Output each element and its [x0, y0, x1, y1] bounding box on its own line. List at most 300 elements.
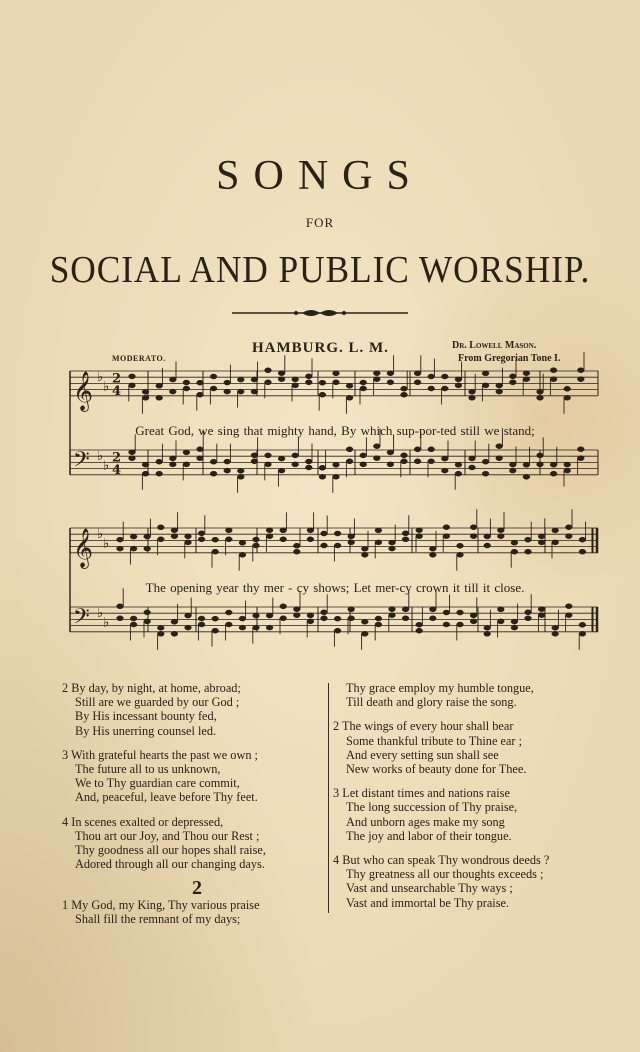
note-head-icon — [484, 625, 491, 630]
note-head-icon — [129, 450, 136, 455]
note-head-icon — [565, 525, 572, 530]
note-head-icon — [414, 447, 421, 452]
note-head-icon — [280, 604, 287, 609]
note-head-icon — [482, 371, 489, 376]
note-head-icon — [319, 474, 326, 479]
note-head-icon — [402, 616, 409, 621]
stanza — [333, 786, 633, 843]
note-head-icon — [144, 546, 151, 551]
note-head-icon — [428, 386, 435, 391]
note-head-icon — [239, 552, 246, 557]
note-head-icon — [414, 459, 421, 464]
verse-line: Till death and glory raise the song. — [346, 695, 517, 710]
note-head-icon — [117, 604, 124, 609]
note-head-icon — [457, 622, 464, 627]
note-head-icon — [361, 546, 368, 551]
note-head-icon — [348, 534, 355, 539]
verse-line: Still are we guarded by our God ; — [75, 695, 240, 710]
note-head-icon — [265, 368, 272, 373]
note-head-icon — [157, 625, 164, 630]
note-head-icon — [212, 537, 219, 542]
note-head-icon — [511, 549, 518, 554]
note-head-icon — [305, 459, 312, 464]
page-title: SONGS — [216, 153, 424, 199]
note-head-icon — [348, 607, 355, 612]
flat-icon: ♭ — [97, 527, 104, 543]
note-head-icon — [144, 619, 151, 624]
note-head-icon — [523, 474, 530, 479]
note-head-icon — [183, 380, 190, 385]
note-head-icon — [251, 459, 258, 464]
flat-icon: ♭ — [97, 449, 104, 465]
verse-line: By His unerring counsel led. — [75, 723, 217, 738]
note-head-icon — [470, 619, 477, 624]
note-head-icon — [509, 380, 516, 385]
note-head-icon — [373, 444, 380, 449]
note-head-icon — [321, 616, 328, 621]
note-head-icon — [293, 543, 300, 548]
time-signature-bottom: 4 — [112, 383, 122, 399]
note-head-icon — [266, 534, 273, 539]
note-head-icon — [307, 537, 314, 542]
note-head-icon — [265, 380, 272, 385]
note-head-icon — [387, 462, 394, 467]
book-subtitle: SOCIAL AND PUBLIC WORSHIP. — [49, 249, 591, 291]
stanza — [62, 898, 332, 926]
verse-line: 1 My God, my King, Thy various praise — [62, 897, 260, 912]
note-head-icon — [157, 631, 164, 636]
note-head-icon — [237, 377, 244, 382]
note-head-icon — [280, 528, 287, 533]
note-head-icon — [429, 607, 436, 612]
bass-clef-icon: 𝄢 — [73, 447, 90, 478]
verse-line: Some thankful tribute to Thine ear ; — [346, 733, 522, 748]
note-head-icon — [455, 471, 462, 476]
note-head-icon — [564, 386, 571, 391]
note-head-icon — [142, 389, 149, 394]
note-head-icon — [375, 528, 382, 533]
note-head-icon — [224, 389, 231, 394]
note-head-icon — [360, 386, 367, 391]
note-head-icon — [348, 616, 355, 621]
note-head-icon — [361, 619, 368, 624]
note-head-icon — [348, 540, 355, 545]
note-head-icon — [523, 371, 530, 376]
note-head-icon — [129, 456, 136, 461]
note-head-icon — [319, 465, 326, 470]
note-head-icon — [130, 546, 137, 551]
note-head-icon — [389, 607, 396, 612]
note-head-icon — [319, 392, 326, 397]
verse-line: New works of beauty done for Thee. — [346, 762, 527, 777]
note-head-icon — [198, 622, 205, 627]
note-head-icon — [402, 531, 409, 536]
note-head-icon — [266, 528, 273, 533]
note-head-icon — [523, 377, 530, 382]
note-head-icon — [552, 625, 559, 630]
note-head-icon — [333, 462, 340, 467]
note-head-icon — [373, 456, 380, 461]
note-head-icon — [185, 540, 192, 545]
note-head-icon — [387, 450, 394, 455]
note-head-icon — [185, 613, 192, 618]
note-head-icon — [251, 453, 258, 458]
note-head-icon — [130, 622, 137, 627]
note-head-icon — [278, 371, 285, 376]
note-head-icon — [511, 625, 518, 630]
note-head-icon — [212, 549, 219, 554]
note-head-icon — [210, 471, 217, 476]
note-head-icon — [225, 610, 232, 615]
note-head-icon — [278, 468, 285, 473]
note-head-icon — [525, 537, 532, 542]
note-head-icon — [470, 525, 477, 530]
note-head-icon — [156, 459, 163, 464]
note-head-icon — [564, 462, 571, 467]
note-head-icon — [171, 631, 178, 636]
note-head-icon — [537, 395, 544, 400]
note-head-icon — [565, 604, 572, 609]
note-head-icon — [443, 610, 450, 615]
note-head-icon — [361, 552, 368, 557]
note-head-icon — [441, 374, 448, 379]
note-head-icon — [537, 453, 544, 458]
note-head-icon — [197, 392, 204, 397]
note-head-icon — [550, 377, 557, 382]
note-head-icon — [360, 462, 367, 467]
note-head-icon — [212, 628, 219, 633]
note-head-icon — [292, 377, 299, 382]
note-head-icon — [129, 374, 136, 379]
stanza — [333, 719, 633, 776]
note-head-icon — [373, 371, 380, 376]
note-head-icon — [321, 531, 328, 536]
note-head-icon — [484, 543, 491, 548]
note-head-icon — [157, 525, 164, 530]
verse-line: 2 The wings of every hour shall bear — [333, 719, 514, 734]
note-head-icon — [552, 631, 559, 636]
note-head-icon — [171, 528, 178, 533]
lyric-line-1: Great God, we sing that mighty hand, By which sup-por-ted still we stand; — [135, 423, 535, 438]
note-head-icon — [455, 377, 462, 382]
note-head-icon — [443, 534, 450, 539]
time-signature-top: 2 — [112, 450, 122, 466]
note-head-icon — [142, 471, 149, 476]
note-head-icon — [321, 543, 328, 548]
note-head-icon — [525, 610, 532, 615]
note-head-icon — [482, 383, 489, 388]
note-head-icon — [441, 456, 448, 461]
note-head-icon — [577, 456, 584, 461]
note-head-icon — [334, 531, 341, 536]
tune-source: From Gregorian Tone I. — [458, 353, 561, 364]
note-head-icon — [117, 546, 124, 551]
note-head-icon — [117, 537, 124, 542]
note-head-icon — [224, 459, 231, 464]
note-head-icon — [185, 534, 192, 539]
note-head-icon — [142, 395, 149, 400]
verse-line: And, peaceful, leave before Thy feet. — [75, 790, 258, 805]
note-head-icon — [389, 540, 396, 545]
note-head-icon — [198, 537, 205, 542]
note-head-icon — [564, 468, 571, 473]
note-head-icon — [157, 537, 164, 542]
note-head-icon — [509, 462, 516, 467]
lyric-line-2: The opening year thy mer - cy shows; Let mer-cy crown it till it close. — [145, 580, 525, 595]
verse-line: Vast and immortal be Thy praise. — [346, 895, 510, 910]
verse-line: And every setting sun shall see — [346, 747, 499, 762]
verse-line: We to Thy guardian care commit, — [75, 776, 240, 791]
note-head-icon — [401, 386, 408, 391]
note-head-icon — [130, 534, 137, 539]
note-head-icon — [156, 471, 163, 476]
verse-line: 3 Let distant times and nations raise — [333, 786, 510, 801]
note-head-icon — [265, 453, 272, 458]
note-head-icon — [375, 622, 382, 627]
note-head-icon — [144, 610, 151, 615]
stanza — [62, 748, 332, 805]
note-head-icon — [346, 395, 353, 400]
note-head-icon — [171, 534, 178, 539]
note-head-icon — [428, 459, 435, 464]
note-head-icon — [212, 616, 219, 621]
note-head-icon — [484, 631, 491, 636]
title-for: FOR — [305, 215, 335, 230]
note-head-icon — [538, 607, 545, 612]
time-signature-top: 2 — [112, 371, 122, 387]
note-head-icon — [375, 540, 382, 545]
note-head-icon — [401, 453, 408, 458]
note-head-icon — [171, 619, 178, 624]
note-head-icon — [387, 371, 394, 376]
note-head-icon — [360, 453, 367, 458]
note-head-icon — [333, 380, 340, 385]
note-head-icon — [292, 462, 299, 467]
verse-line: Shall fill the remnant of my days; — [75, 911, 241, 926]
note-head-icon — [292, 453, 299, 458]
verse-line: Thy goodness all our hopes shall raise, — [75, 843, 266, 858]
note-head-icon — [455, 462, 462, 467]
verse-line: Thou art our Joy, and Thou our Rest ; — [75, 828, 260, 843]
flat-icon: ♭ — [97, 370, 104, 386]
time-signature-bottom: 4 — [112, 462, 122, 478]
note-head-icon — [156, 395, 163, 400]
note-head-icon — [117, 616, 124, 621]
note-head-icon — [129, 383, 136, 388]
flat-icon: ♭ — [103, 379, 110, 395]
stanza — [62, 815, 332, 872]
note-head-icon — [497, 528, 504, 533]
verse-line: The long succession of Thy praise, — [346, 800, 518, 815]
note-head-icon — [416, 622, 423, 627]
note-head-icon — [280, 616, 287, 621]
note-head-icon — [278, 456, 285, 461]
note-head-icon — [169, 462, 176, 467]
note-head-icon — [416, 528, 423, 533]
note-head-icon — [280, 537, 287, 542]
note-head-icon — [470, 613, 477, 618]
note-head-icon — [198, 531, 205, 536]
composer: Dr. Lowell Mason. — [452, 340, 537, 351]
verse-line: 2 By day, by night, at home, abroad; — [62, 681, 241, 695]
tune-name: HAMBURG. L. M. — [252, 340, 389, 356]
note-head-icon — [414, 371, 421, 376]
note-head-icon — [428, 447, 435, 452]
note-head-icon — [482, 459, 489, 464]
note-head-icon — [292, 383, 299, 388]
note-head-icon — [389, 613, 396, 618]
note-head-icon — [197, 447, 204, 452]
note-head-icon — [550, 471, 557, 476]
left-column — [62, 681, 332, 936]
note-head-icon — [319, 380, 326, 385]
note-head-icon — [525, 616, 532, 621]
note-head-icon — [469, 395, 476, 400]
note-head-icon — [169, 389, 176, 394]
note-head-icon — [210, 386, 217, 391]
note-head-icon — [429, 552, 436, 557]
note-head-icon — [579, 622, 586, 627]
verse-line: By His incessant bounty fed, — [75, 709, 217, 724]
note-head-icon — [210, 374, 217, 379]
note-head-icon — [253, 625, 260, 630]
verse-line: Vast and unsearchable Thy ways ; — [346, 881, 513, 896]
verse-line: Thy greatness all our thoughts exceeds ; — [346, 867, 544, 882]
note-head-icon — [239, 616, 246, 621]
note-head-icon — [156, 383, 163, 388]
note-head-icon — [401, 459, 408, 464]
note-head-icon — [253, 537, 260, 542]
note-head-icon — [183, 450, 190, 455]
note-head-icon — [428, 374, 435, 379]
note-head-icon — [429, 616, 436, 621]
stanza — [333, 681, 633, 709]
note-head-icon — [564, 395, 571, 400]
note-head-icon — [496, 444, 503, 449]
note-head-icon — [457, 543, 464, 548]
note-head-icon — [565, 613, 572, 618]
note-head-icon — [334, 543, 341, 548]
note-head-icon — [346, 447, 353, 452]
note-head-icon — [496, 383, 503, 388]
note-head-icon — [210, 459, 217, 464]
note-head-icon — [443, 622, 450, 627]
note-head-icon — [333, 371, 340, 376]
right-column — [333, 681, 633, 920]
note-head-icon — [224, 468, 231, 473]
note-head-icon — [538, 534, 545, 539]
note-head-icon — [334, 616, 341, 621]
note-head-icon — [525, 549, 532, 554]
note-head-icon — [197, 380, 204, 385]
note-head-icon — [457, 552, 464, 557]
flat-icon: ♭ — [103, 615, 110, 631]
note-head-icon — [455, 383, 462, 388]
note-head-icon — [469, 456, 476, 461]
verse-line: 4 But who can speak Thy wondrous deeds ? — [333, 853, 550, 868]
bass-clef-icon: 𝄢 — [73, 604, 90, 635]
verse-line: The future all to us unknown, — [75, 762, 221, 777]
note-head-icon — [416, 628, 423, 633]
note-head-icon — [552, 540, 559, 545]
note-head-icon — [497, 607, 504, 612]
note-head-icon — [183, 386, 190, 391]
treble-clef-icon: 𝄞 — [73, 370, 94, 411]
note-head-icon — [265, 462, 272, 467]
note-head-icon — [144, 534, 151, 539]
note-head-icon — [402, 537, 409, 542]
verse-line: Adored through all our changing days. — [75, 857, 265, 872]
note-head-icon — [523, 462, 530, 467]
note-head-icon — [511, 540, 518, 545]
note-head-icon — [239, 540, 246, 545]
note-head-icon — [579, 549, 586, 554]
note-head-icon — [346, 383, 353, 388]
note-head-icon — [251, 389, 258, 394]
note-head-icon — [579, 631, 586, 636]
note-head-icon — [305, 380, 312, 385]
note-head-icon — [293, 613, 300, 618]
note-head-icon — [441, 386, 448, 391]
note-head-icon — [251, 377, 258, 382]
note-head-icon — [538, 613, 545, 618]
note-head-icon — [441, 468, 448, 473]
note-head-icon — [142, 462, 149, 467]
note-head-icon — [185, 625, 192, 630]
note-head-icon — [253, 613, 260, 618]
note-head-icon — [402, 607, 409, 612]
flat-icon: ♭ — [97, 606, 104, 622]
note-head-icon — [307, 528, 314, 533]
note-head-icon — [537, 462, 544, 467]
note-head-icon — [169, 456, 176, 461]
note-head-icon — [550, 368, 557, 373]
note-head-icon — [278, 377, 285, 382]
note-head-icon — [484, 534, 491, 539]
verse-line: And unborn ages make my song — [346, 814, 505, 829]
note-head-icon — [537, 389, 544, 394]
hymn-number: 2 — [192, 877, 202, 900]
note-head-icon — [496, 389, 503, 394]
note-head-icon — [577, 447, 584, 452]
note-head-icon — [305, 465, 312, 470]
note-head-icon — [577, 377, 584, 382]
verse-line: 4 In scenes exalted or depressed, — [62, 814, 224, 829]
note-head-icon — [130, 616, 137, 621]
note-head-icon — [239, 625, 246, 630]
note-head-icon — [225, 537, 232, 542]
note-head-icon — [293, 549, 300, 554]
note-head-icon — [550, 462, 557, 467]
note-head-icon — [429, 546, 436, 551]
note-head-icon — [577, 368, 584, 373]
note-head-icon — [443, 525, 450, 530]
note-head-icon — [237, 474, 244, 479]
note-head-icon — [321, 610, 328, 615]
note-head-icon — [497, 619, 504, 624]
note-head-icon — [497, 534, 504, 539]
treble-clef-icon: 𝄞 — [73, 527, 94, 568]
note-head-icon — [224, 380, 231, 385]
verse-line: The joy and labor of their tongue. — [346, 828, 512, 843]
note-head-icon — [511, 619, 518, 624]
note-head-icon — [266, 613, 273, 618]
note-head-icon — [360, 380, 367, 385]
note-head-icon — [266, 625, 273, 630]
note-head-icon — [198, 616, 205, 621]
note-head-icon — [469, 389, 476, 394]
note-head-icon — [237, 389, 244, 394]
